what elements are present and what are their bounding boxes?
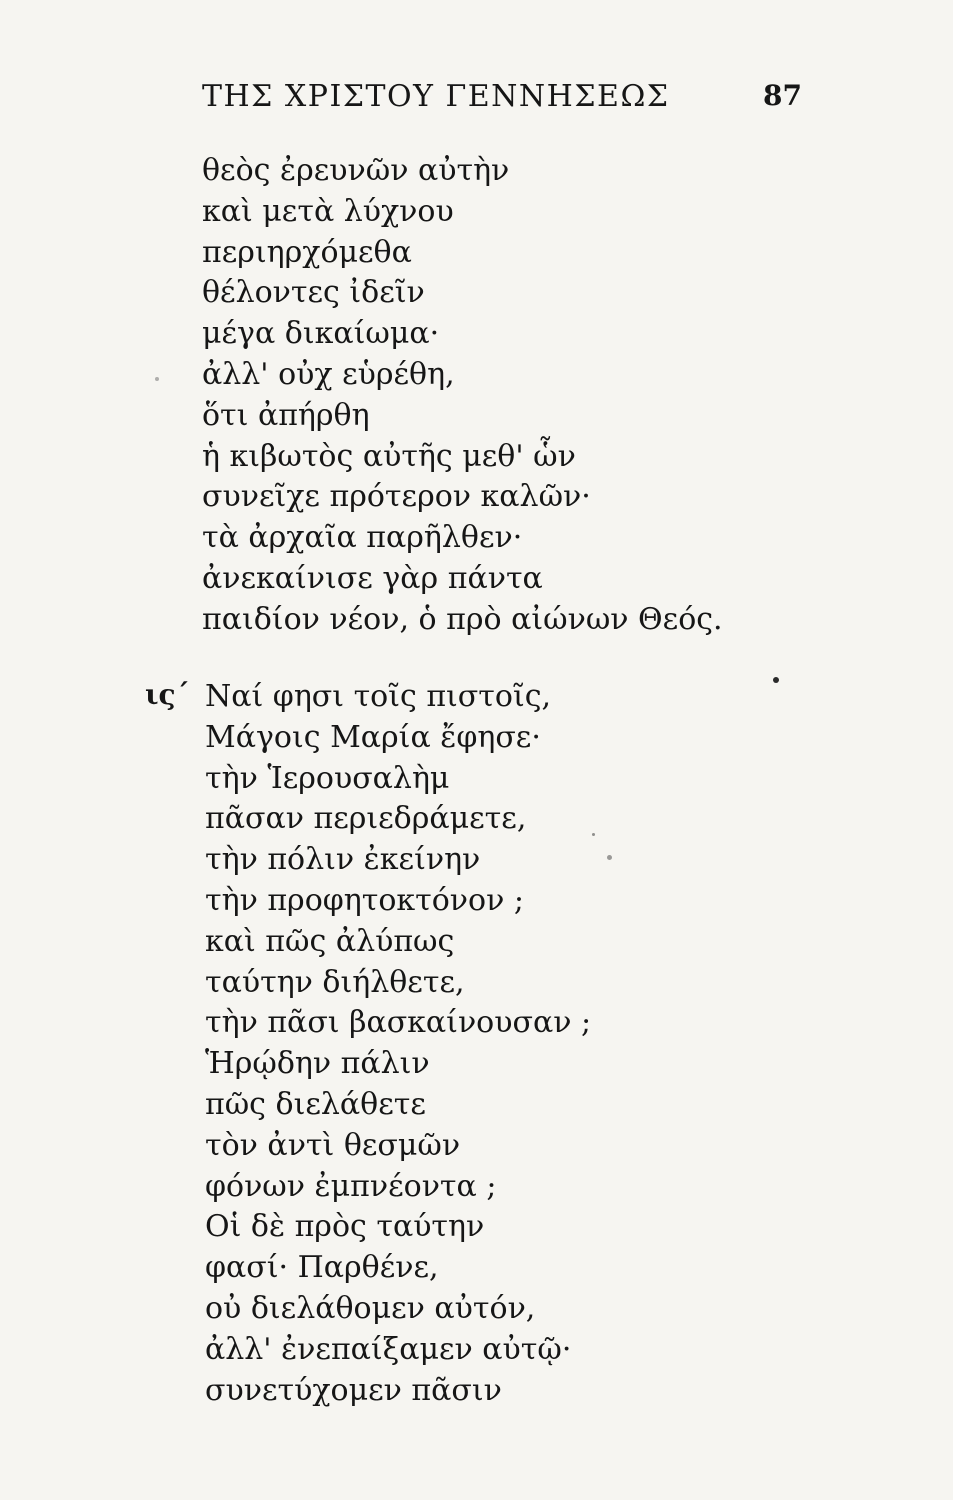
- verse-line: ταύτην διήλθετε,: [205, 964, 465, 1000]
- verse-line: ἀλλ' οὐχ εὑρέθη,: [202, 356, 455, 392]
- verse-line: Μάγοις Μαρία ἔφησε·: [205, 719, 541, 755]
- verse-line: τὸν ἀντὶ θεσμῶν: [205, 1127, 461, 1163]
- verse-line: τὰ ἀρχαῖα παρῆλθεν·: [202, 520, 523, 556]
- page-number: 87: [763, 79, 802, 112]
- verse-line: φόνων ἐμπνέοντα ;: [205, 1168, 497, 1204]
- verse-line: πῶς διελάθετε: [205, 1086, 426, 1122]
- verse-line: τὴν Ἱερουσαλὴμ: [205, 760, 450, 796]
- verse-line: καὶ μετὰ λύχνου: [202, 193, 454, 229]
- verse-line: συνεῖχε πρότερον καλῶν·: [202, 479, 591, 515]
- stanza-number: ις´: [145, 678, 190, 711]
- ink-speck: [155, 377, 159, 381]
- verse-line: Ἡρῴδην πάλιν: [205, 1046, 430, 1082]
- verse-line: θέλοντες ἰδεῖν: [202, 275, 425, 311]
- verse-line: περιηρχόμεθα: [202, 234, 412, 270]
- verse-line: Ναί φησι τοῖς πιστοῖς,: [205, 679, 552, 714]
- verse-line: τὴν πόλιν ἐκείνην: [205, 842, 481, 878]
- verse-line: οὐ διελάθομεν αὐτόν,: [205, 1290, 536, 1326]
- verse-line: Οἱ δὲ πρὸς ταύτην: [205, 1209, 485, 1245]
- verse-line: θεὸς ἐρευνῶν αὐτὴν: [202, 153, 510, 188]
- verse-line: ἀνεκαίνισε γὰρ πάντα: [202, 560, 543, 596]
- verse-line: ἡ κιβωτὸς αὐτῆς μεθ' ὧν: [202, 438, 576, 474]
- ink-speck: [592, 833, 595, 836]
- verse-line: συνετύχομεν πᾶσιν: [205, 1372, 502, 1408]
- ink-speck: [773, 677, 779, 683]
- verse-line: φασί· Παρθένε,: [205, 1250, 439, 1286]
- verse-line: τὴν πᾶσι βασκαίνουσαν ;: [205, 1005, 592, 1041]
- stanza-16: [205, 677, 591, 1411]
- verse-line: παιδίον νέον, ὁ πρὸ αἰώνων Θεός.: [202, 601, 723, 637]
- verse-line: ὅτι ἀπήρθη: [202, 397, 370, 433]
- verse-line: μέγα δικαίωμα·: [202, 316, 440, 352]
- verse-line: ἀλλ' ἐνεπαίξαμεν αὐτῷ·: [205, 1331, 572, 1367]
- ink-speck: [607, 855, 612, 860]
- verse-line: πᾶσαν περιεδράμετε,: [205, 801, 527, 837]
- verse-line: καὶ πῶς ἀλύπως: [205, 923, 455, 959]
- stanza-continuation: [202, 151, 723, 641]
- verse-line: τὴν προφητοκτόνον ;: [205, 882, 524, 918]
- running-head: ΤΗΣ ΧΡΙΣΤΟΥ ΓΕΝΝΗΣΕΩΣ: [202, 79, 670, 114]
